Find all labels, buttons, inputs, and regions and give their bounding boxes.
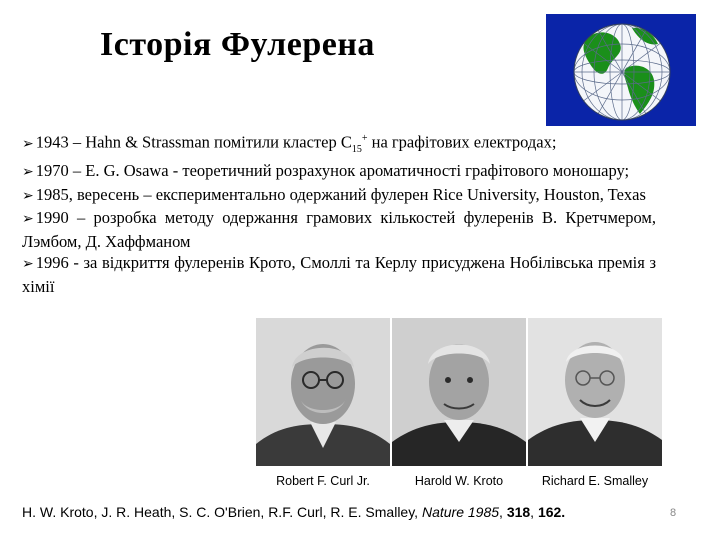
citation-pages: 162. — [537, 504, 566, 520]
list-item — [22, 184, 656, 208]
history-list — [22, 128, 656, 297]
citation-journal: Nature 1985 — [421, 504, 500, 520]
photo-caption: Richard E. Smalley — [541, 474, 649, 488]
bullet-text: 1996 - за відкриття фулеренів Крото, Смоллі та Керлу присуджена Нобілівська премія з хімії — [22, 253, 656, 296]
arrow-bullet-icon: ➢ — [22, 211, 34, 228]
globe-image — [546, 14, 696, 126]
arrow-bullet-icon: ➢ — [22, 256, 34, 273]
list-item — [22, 207, 656, 252]
arrow-bullet-icon: ➢ — [22, 164, 34, 181]
arrow-bullet-icon: ➢ — [22, 187, 34, 204]
list-item — [22, 128, 656, 160]
bullet-text: 1943 – Hahn & Strassman помітили кластер C — [35, 132, 352, 152]
citation-volume: 318 — [506, 504, 531, 520]
list-item — [22, 252, 656, 297]
portrait-smalley — [528, 318, 662, 466]
slide-title: Історія Фулерена — [100, 26, 375, 63]
citation: H. W. Kroto, J. R. Heath, S. C. O'Brien, R.F. Curl, R. E. Smalley, Nature 1985, 318, 162. — [22, 504, 566, 520]
subscript: 15 — [351, 143, 362, 155]
superscript: + — [361, 133, 368, 144]
page-number: 8 — [670, 507, 677, 519]
bullet-text: на графітових електродах; — [367, 132, 557, 152]
portrait-curl — [256, 318, 390, 466]
citation-authors: H. W. Kroto, J. R. Heath, S. C. O'Brien, R.F. Curl, R. E. Smalley, — [22, 504, 419, 520]
bullet-text: 1985, вересень – експериментально одержаний фулерен Rice University, Houston, Texas — [35, 184, 646, 204]
globe-icon — [568, 18, 676, 126]
arrow-bullet-icon: ➢ — [22, 135, 34, 152]
list-item — [22, 160, 656, 184]
photo-caption: Robert F. Curl Jr. — [276, 474, 370, 488]
bullet-text: 1970 – E. G. Osawa - теоретичний розрахунок ароматичності графітового моношару; — [35, 161, 630, 181]
portrait-kroto — [392, 318, 526, 466]
photo-caption: Harold W. Kroto — [414, 474, 504, 488]
bullet-text: 1990 – розробка методу одержання грамових кількостей фулеренів В. Кретчмером, Лэмбом, Д. Хаффманом — [22, 208, 656, 251]
